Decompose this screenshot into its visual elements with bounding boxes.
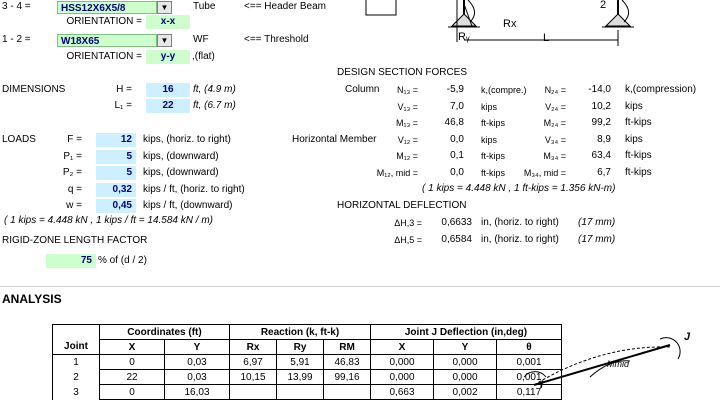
table-cell: 0,001: [497, 355, 562, 370]
force-value: 8,9: [597, 133, 611, 145]
ry-label: Rᵧ: [458, 31, 470, 43]
col-dy: Y: [434, 340, 497, 355]
node2-label: 2: [600, 0, 607, 11]
load-unit: kips, (downward): [143, 150, 219, 162]
l-label: L: [543, 32, 550, 44]
force-value: 0,0: [450, 166, 464, 178]
force-label: M₃₄, mid =: [523, 167, 566, 178]
table-cell: 0,117: [497, 385, 562, 400]
force-value: 6,7: [597, 166, 611, 178]
col-rx: Rx: [230, 340, 277, 355]
load-unit: kips, (downward): [143, 167, 219, 178]
table-row: [53, 370, 562, 385]
row12-note: <== Threshold: [244, 34, 309, 45]
load-unit: kips / ft, (horiz. to right): [143, 183, 245, 195]
force-label: M₂₄ =: [543, 118, 566, 128]
table-cell: [277, 385, 324, 400]
force-unit: ft-kips: [481, 167, 506, 178]
force-unit: ft-kips: [625, 166, 652, 178]
load-unit: kips / ft, (downward): [143, 200, 233, 211]
frame-box: [366, 0, 396, 15]
horizontal-member-label: Horizontal Member: [292, 134, 377, 145]
table-cell: [230, 385, 277, 400]
rigid-zone-unit: % of (d / 2): [98, 255, 147, 266]
chevron-down-icon[interactable]: ▼: [157, 34, 172, 47]
force-unit: kips: [625, 100, 643, 112]
table-cell: 10,15: [230, 370, 277, 385]
row12-type: WF: [193, 34, 209, 45]
force-label: V₂₄ =: [545, 101, 566, 112]
loads-conversion: ( 1 kips = 4.448 kN , 1 kips / ft = 14.584 kN / m): [4, 215, 213, 226]
deflection-label: ΔH,3 =: [394, 218, 422, 228]
analysis-table: [52, 324, 562, 400]
load-label: P₁ =: [63, 150, 82, 162]
header-beam-section-select[interactable]: HSS12X6X5/8: [57, 1, 157, 14]
force-unit: kips: [481, 134, 498, 145]
table-cell: 46,83: [324, 355, 371, 370]
table-cell: 0,03: [165, 355, 230, 370]
table-cell: 0: [100, 355, 165, 370]
table-cell: 2: [53, 370, 100, 385]
force-value: -5,9: [446, 84, 464, 95]
load-input[interactable]: 12: [96, 133, 136, 147]
table-cell: 0,001: [497, 370, 562, 385]
deflection-unit: in, (horiz. to right): [481, 234, 559, 245]
load-input[interactable]: 5: [96, 150, 136, 164]
rigid-zone-title: RIGID-ZONE LENGTH FACTOR: [2, 235, 148, 246]
force-label: M₁₂ =: [396, 151, 418, 161]
deflection-header: Joint J Deflection (in,deg): [371, 325, 562, 340]
load-input[interactable]: 5: [96, 166, 136, 180]
deflection-value: 0,6584: [441, 234, 472, 245]
forces-conversion: ( 1 kips = 4.448 kN , 1 ft-kips = 1.356 kN-m): [422, 183, 616, 194]
force-value: 0,0: [450, 133, 464, 145]
force-value: -14,0: [588, 84, 611, 95]
load-label: F =: [67, 134, 82, 145]
row34-note: <== Header Beam: [244, 1, 326, 12]
table-cell: 13,99: [277, 370, 324, 385]
section-divider: [0, 286, 720, 287]
force-label: M₁₃ =: [396, 118, 418, 128]
rx-label: Rx: [503, 18, 517, 30]
force-label: M₁₂, mid =: [376, 167, 418, 178]
force-unit: ft-kips: [481, 151, 506, 161]
rigid-zone-input[interactable]: 75: [46, 254, 96, 268]
force-label: M₃₄ =: [543, 151, 566, 161]
threshold-section-select[interactable]: W18X65: [57, 34, 157, 47]
table-cell: 0: [100, 385, 165, 400]
table-cell: 16,03: [165, 385, 230, 400]
table-cell: 6,97: [230, 355, 277, 370]
table-cell: 0,000: [371, 370, 434, 385]
orient12-note: ,(flat): [192, 51, 215, 62]
orient34-label: ORIENTATION =: [66, 16, 142, 27]
table-cell: 0,000: [371, 355, 434, 370]
mmid-label: Mmid: [607, 359, 629, 369]
analysis-title: ANALYSIS: [2, 292, 62, 306]
table-cell: 99,16: [324, 370, 371, 385]
reaction-header: Reaction (k, ft-k): [230, 325, 371, 340]
table-cell: [324, 385, 371, 400]
table-cell: 5,91: [277, 355, 324, 370]
orient12-label: ORIENTATION =: [66, 51, 142, 62]
row34-label: 3 - 4 =: [2, 1, 31, 12]
loads-title: LOADS: [2, 134, 36, 145]
table-cell: 3: [53, 385, 100, 400]
h-label: H =: [116, 84, 132, 95]
force-unit: ft-kips: [625, 117, 652, 128]
design-forces-title: DESIGN SECTION FORCES: [337, 67, 468, 78]
load-input[interactable]: 0,32: [96, 183, 136, 197]
h-input[interactable]: 16: [146, 83, 190, 97]
force-label: V₁₃ =: [397, 101, 418, 112]
table-row: [53, 385, 562, 400]
deflection-label: ΔH,5 =: [394, 235, 422, 245]
col-rm: RM: [324, 340, 371, 355]
table-cell: 0,000: [434, 370, 497, 385]
deflection-metric: (17 mm): [578, 234, 616, 245]
column-label: Column: [345, 84, 380, 95]
col-y: Y: [165, 340, 230, 355]
deflection-value: 0,6633: [441, 217, 472, 228]
orient34-value[interactable]: x-x: [146, 15, 190, 29]
dimensions-title: DIMENSIONS: [2, 84, 66, 95]
table-cell: 0,002: [434, 385, 497, 400]
deflection-title: HORIZONTAL DEFLECTION: [337, 200, 467, 211]
orient12-value[interactable]: y-y: [146, 50, 190, 64]
col-x: X: [100, 340, 165, 355]
load-label: P₂ =: [62, 167, 82, 178]
joint-group-header: [53, 325, 100, 340]
force-value: 10,2: [591, 100, 611, 112]
col-dx: X: [371, 340, 434, 355]
force-unit: ft-kips: [481, 118, 506, 128]
j-label: J: [684, 331, 691, 343]
table-cell: 0,663: [371, 385, 434, 400]
load-label: q =: [67, 183, 82, 195]
table-row: [53, 355, 562, 370]
force-label: N₂₄ =: [544, 85, 566, 95]
table-cell: 22: [100, 370, 165, 385]
table-cell: 0,03: [165, 370, 230, 385]
coordinates-header: Coordinates (ft): [100, 325, 230, 340]
force-label: V₁₂ =: [397, 134, 418, 145]
i-label: I: [540, 379, 544, 391]
force-value: 7,0: [450, 100, 464, 112]
chevron-down-icon[interactable]: ▼: [157, 1, 172, 14]
force-unit: ft-kips: [625, 150, 652, 161]
force-value: 99,2: [591, 117, 611, 128]
l1-label: L₁ =: [114, 100, 132, 111]
force-unit: k,(compression): [625, 84, 697, 95]
force-unit: k,(compre.): [481, 85, 527, 95]
col-joint: Joint: [53, 340, 100, 355]
load-input[interactable]: 0,45: [96, 199, 136, 213]
col-theta: θ: [497, 340, 562, 355]
load-label: w =: [66, 200, 82, 211]
col-ry: Ry: [277, 340, 324, 355]
force-value: 63,4: [591, 150, 611, 161]
l1-input[interactable]: 22: [146, 99, 190, 113]
deflection-metric: (17 mm): [578, 217, 616, 228]
h-unit: ft, (4.9 m): [193, 84, 236, 95]
row12-label: 1 - 2 =: [2, 34, 31, 45]
load-unit: kips, (horiz. to right): [143, 134, 231, 145]
row34-type: Tube: [193, 1, 216, 12]
table-cell: 0,000: [434, 355, 497, 370]
l1-unit: ft, (6.7 m): [193, 100, 236, 111]
table-cell: 1: [53, 355, 100, 370]
force-label: V₃₄ =: [544, 134, 566, 145]
force-label: N₁₃ =: [397, 85, 418, 95]
deflection-unit: in, (horiz. to right): [481, 217, 559, 228]
force-value: 0,1: [450, 150, 464, 161]
force-unit: kips: [481, 101, 498, 112]
force-unit: kips: [625, 133, 643, 145]
force-value: 46,8: [444, 117, 464, 128]
